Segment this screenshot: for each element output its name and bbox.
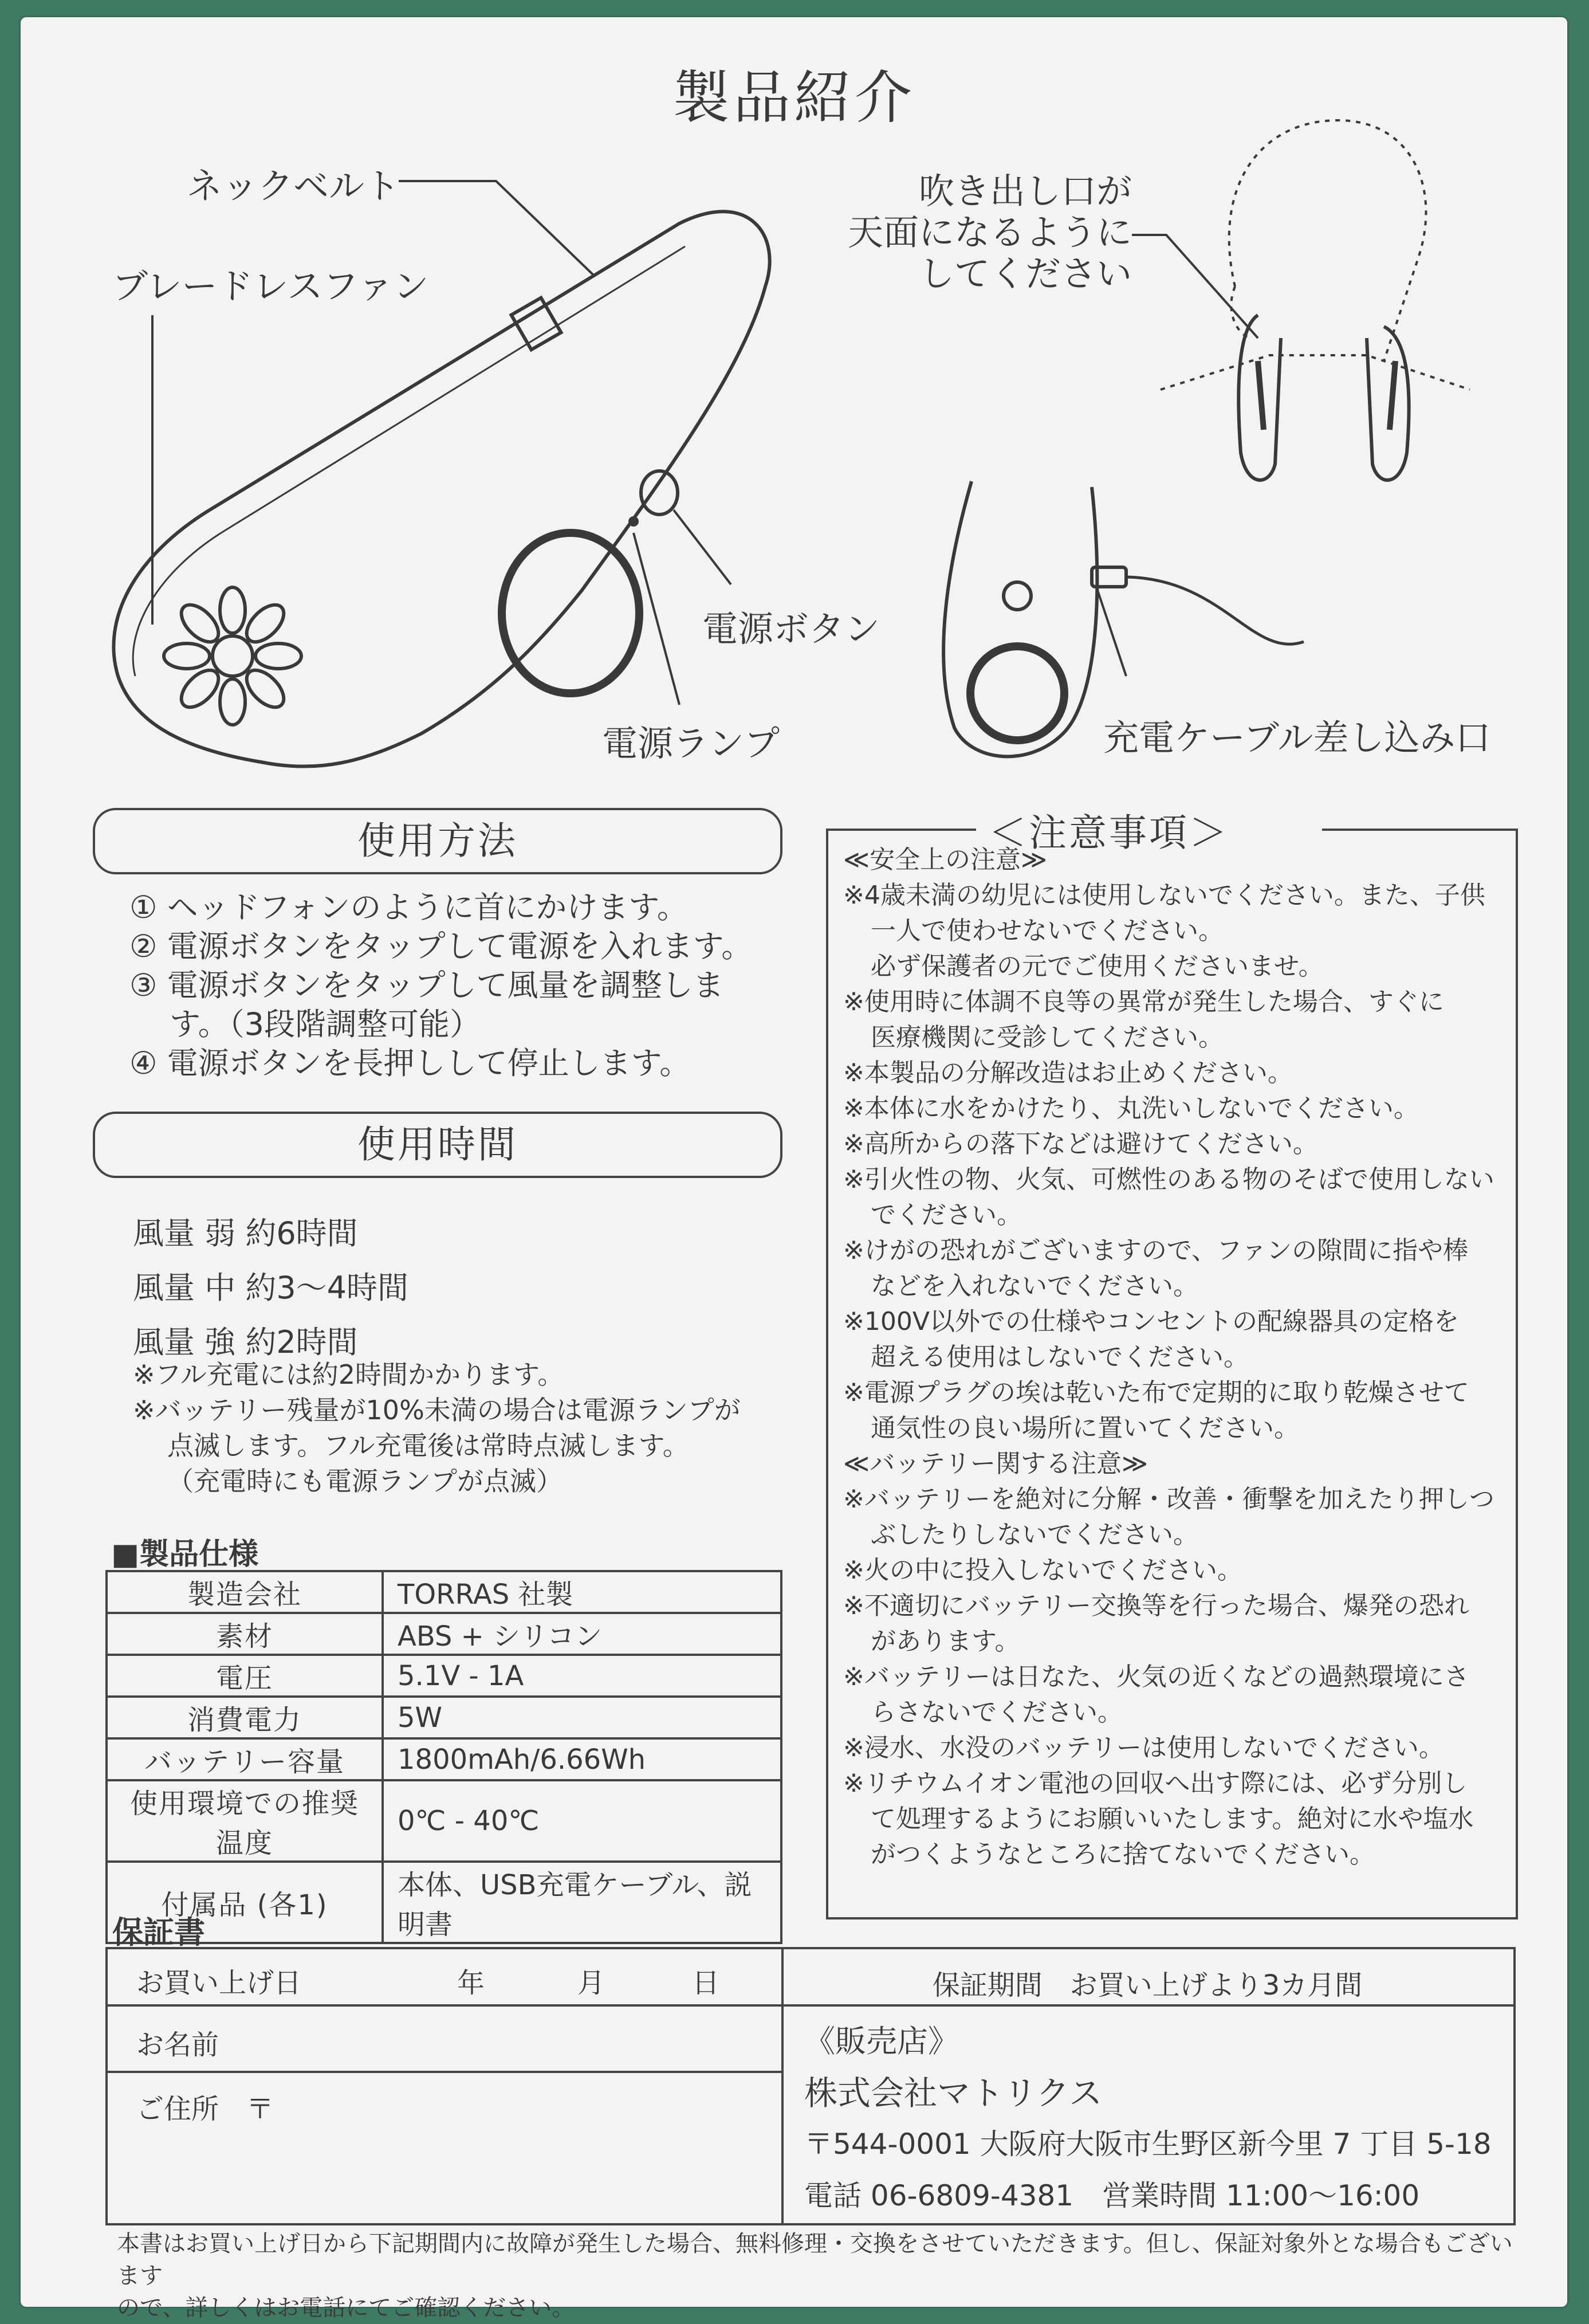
caution-line: ※浸水、水没のバッテリーは使用しないでください。 [843,1733,1444,1762]
caution-line: ぶしたりしないでください。 [871,1520,1198,1549]
caution-line: がつくようなところに捨てないでください。 [871,1840,1375,1869]
caution-line: ※本製品の分解改造はお止めください。 [843,1058,1293,1088]
manual-card [21,17,1567,2321]
caution-line: ※けがの恐れがございますので、ファンの隙間に指や棒 [843,1236,1469,1265]
usage-step: ① ヘッドフォンのように首にかけます。 [129,889,688,925]
caution-list [843,842,1508,1872]
caution-line: ※バッテリーは日なた、火気の近くなどの過熱環境にさ [843,1662,1469,1691]
day-label: 日 [692,1967,720,1999]
product-illustration [21,17,1567,796]
caution-line: でください。 [871,1200,1022,1230]
runtime-note: 点滅します。フル充電後は常時点滅します。 [167,1430,689,1461]
runtime-notes [133,1357,797,1499]
spec-row [107,1571,781,1613]
caution-line: 必ず保護者の元でご使用くださいませ。 [871,952,1324,981]
wear-note [845,171,1132,295]
warranty-box [105,1947,1516,2225]
footer-note [117,2228,1526,2324]
caution-line: ※引火性の物、火気、可燃性のある物のそばで使用しない [843,1165,1494,1194]
caution-line: 通気性の良い場所に置いてください。 [871,1414,1299,1443]
runtime-note: （充電時にも電源ランプが点滅） [167,1466,563,1497]
caution-line: があります。 [871,1627,1020,1656]
caution-line: ※不適切にバッテリー交換等を行った場合、爆発の恐れ [843,1591,1469,1620]
caution-line: ≪安全上の注意≫ [843,845,1048,874]
caution-line: 医療機関に受診してください。 [871,1023,1224,1052]
spec-key: 製造会社 [107,1571,383,1613]
caution-line: ※リチウムイオン電池の回収へ出す際には、必ず分別し [843,1769,1468,1798]
spec-value: 5.1V - 1A [383,1655,781,1697]
caution-line: 一人で使わせないでください。 [871,916,1224,945]
spec-row [107,1780,781,1862]
neckbelt-label: ネックベルト [187,165,400,207]
caution-line: ※4歳未満の幼児には使用しないでください。また、子供 [843,881,1485,910]
usage-step: ② 電源ボタンをタップして電源を入れます。 [129,928,753,964]
warranty-divider [108,2071,781,2073]
caution-heading: ＜注意事項＞ [989,811,1229,855]
year-label: 年 [457,1967,485,1999]
spec-row [107,1862,781,1943]
shop-address: 〒544-0001 大阪府大阪市生野区新今里 7 丁目 5-18 [804,2127,1492,2161]
caution-line: ※高所からの落下などは避けてください。 [843,1129,1318,1159]
runtime-row: 風量 強 約2時間 [133,1324,358,1360]
charge-port-label: 充電ケーブル差し込み口 [1103,717,1491,759]
power-lamp-label: 電源ランプ [602,723,780,764]
spec-value: ABS + シリコン [383,1613,781,1655]
runtime-row: 風量 弱 約6時間 [133,1215,358,1251]
runtime-rows [133,1209,408,1372]
spec-row [107,1655,781,1697]
purchase-date-label: お買い上げ日 [136,1967,302,1999]
caution-line: などを入れないでください。 [871,1271,1198,1301]
power-button-label: 電源ボタン [702,608,880,650]
warranty-period: 保証期間 お買い上げより3カ月間 [932,1969,1363,2001]
warranty-heading: 保証書 [112,1914,205,1950]
spec-value: 1800mAh/6.66Wh [383,1738,781,1780]
caution-line: ※火の中に投入しないでください。 [843,1556,1242,1585]
name-label: お名前 [136,2029,219,2061]
spec-table [105,1570,782,1944]
caution-border [1322,829,1516,831]
caution-line: ※100V以外での仕様やコンセントの配線器具の定格を [843,1307,1459,1336]
spec-value: TORRAS 社製 [383,1571,781,1613]
usage-step: ③ 電源ボタンをタップして風量を調整しま [129,967,724,1003]
shop-label: 《販売店》 [804,2023,959,2059]
spec-value: 本体、USB充電ケーブル、説明書 [383,1862,781,1943]
shop-tel: 電話 06-6809-4381 営業時間 11:00～16:00 [804,2179,1420,2212]
spec-value: 0℃ - 40℃ [383,1780,781,1862]
usage-heading: 使用方法 [93,808,782,874]
footer-line: ので、詳しくはお電話にてご確認ください。 [117,2295,575,2321]
caution-line: ※使用時に体調不良等の異常が発生した場合、すぐに [843,987,1444,1016]
spec-key: 消費電力 [107,1697,383,1738]
wear-note-line: 天面になるように [847,211,1132,253]
warranty-divider [108,2004,1513,2007]
spec-key: 使用環境での推奨温度 [107,1780,383,1862]
spec-key: 素材 [107,1613,383,1655]
caution-line: 超える使用はしないでください。 [871,1342,1249,1372]
page-title: 製品紹介 [672,64,915,131]
spec-key: 付属品 (各1) [107,1862,383,1943]
spec-heading: ■製品仕様 [111,1537,259,1572]
usage-steps [129,888,788,1083]
spec-key: 電圧 [107,1655,383,1697]
caution-line: ※電源プラグの埃は乾いた布で定期的に取り乾燥させて [843,1378,1469,1407]
spec-row [107,1738,781,1780]
caution-line: らさないでください。 [871,1698,1123,1727]
runtime-heading: 使用時間 [93,1112,782,1178]
shop-company: 株式会社マトリクス [804,2074,1103,2113]
month-label: 月 [577,1967,605,1999]
runtime-note: ※バッテリー残量が10%未満の場合は電源ランプが [133,1395,741,1426]
wear-note-line: 吹き出し口が [918,170,1132,212]
address-label: ご住所 〒 [136,2093,274,2125]
caution-line: ≪バッテリー関する注意≫ [843,1449,1149,1478]
spec-row [107,1697,781,1738]
footer-line: 本書はお買い上げ日から下記期間内に故障が発生した場合、無料修理・交換をさせていただきます。但し、保証対象外とな場合もございます [117,2231,1513,2289]
usage-step: ④ 電源ボタンを長押しして停止します。 [129,1045,691,1081]
bladeless-fan-label: ブレードレスファン [112,265,429,307]
spec-key: バッテリー容量 [107,1738,383,1780]
spec-row [107,1613,781,1655]
caution-border [826,829,976,831]
runtime-note: ※フル充電には約2時間かかります。 [133,1359,564,1390]
caution-line: ※バッテリーを絶対に分解・改善・衝撃を加えたり押しつ [843,1485,1494,1514]
usage-step: す。（3段階調整可能） [170,1006,481,1042]
runtime-row: 風量 中 約3～4時間 [133,1270,409,1306]
caution-line: て処理するようにお願いいたします。絶対に水や塩水 [871,1804,1474,1834]
spec-value: 5W [383,1697,781,1738]
wear-note-line: してください [918,253,1132,295]
caution-line: ※本体に水をかけたり、丸洗いしないでください。 [843,1094,1419,1123]
